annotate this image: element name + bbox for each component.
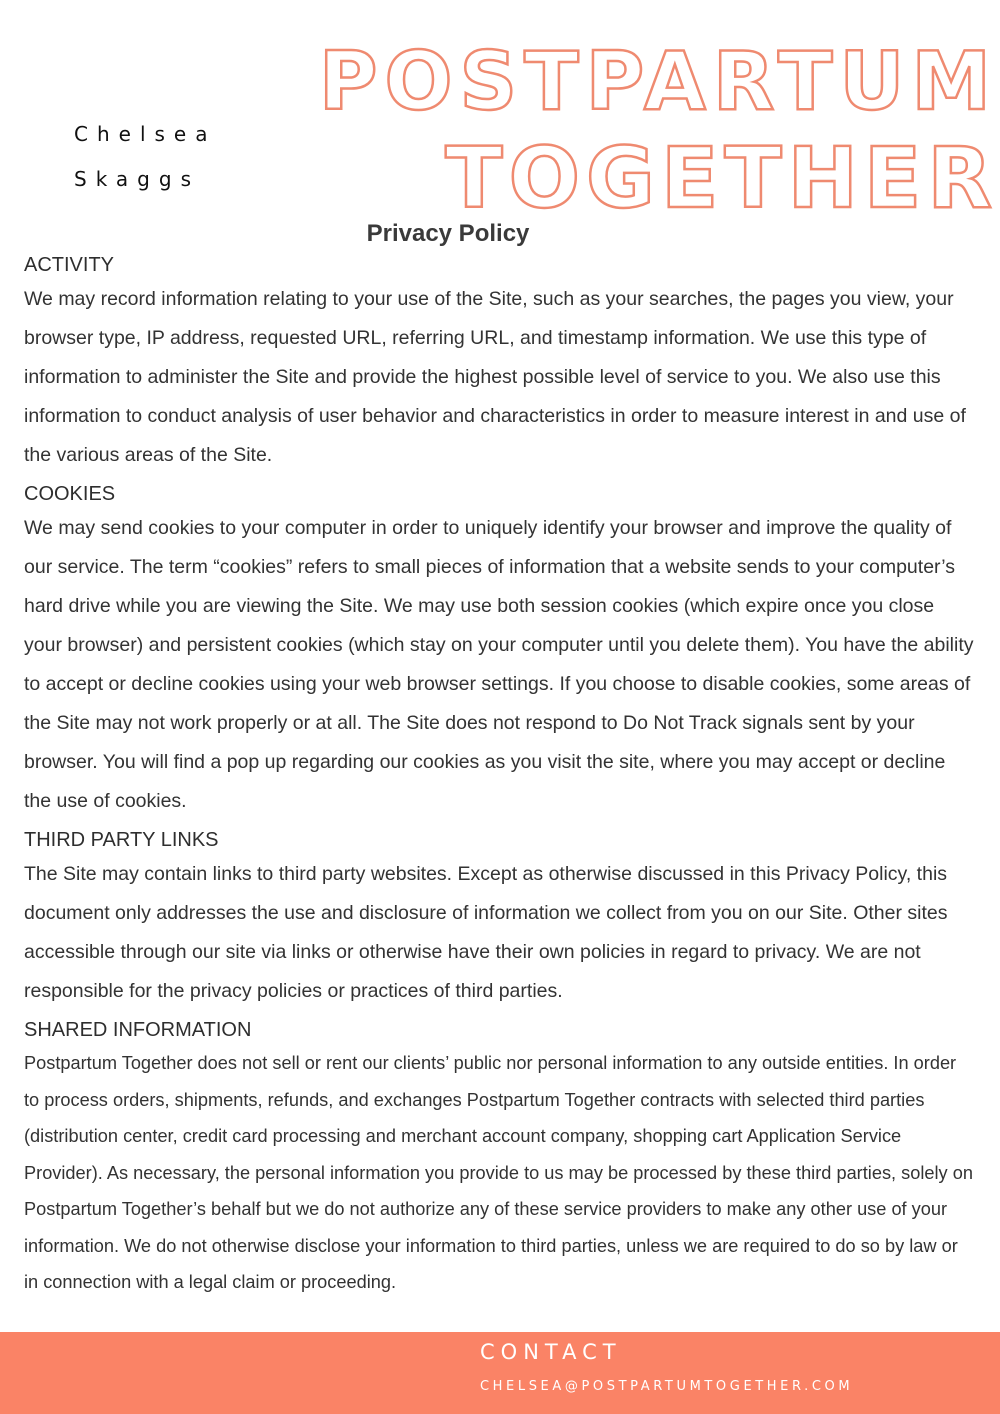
section-heading: COOKIES <box>24 483 116 505</box>
author-first-name: Chelsea <box>74 122 217 146</box>
section-heading: THIRD PARTY LINKS <box>24 829 219 851</box>
author-last-name: Skaggs <box>74 167 200 191</box>
section-body: The Site may contain links to third party websites. Except as otherwise discussed in this Privacy Policy, this document only addresses the use and disclosure of information we collect from you on our Site. Other sites accessible through our site via links or otherwise have their own policies in regard to privacy. We are not responsible for the privacy policies or practices of third parties. <box>24 863 948 1002</box>
brand-title-line-2: TOGETHER <box>445 129 998 227</box>
section-activity <box>24 250 976 475</box>
page-title: Privacy Policy <box>366 220 530 247</box>
section-body: Postpartum Together does not sell or rent our clients’ public nor personal information to any outside entities. In order to process orders, shipments, refunds, and exchanges Postpartum Together contracts with selected third parties (distribution center, credit card processing and merchant account company, shopping cart Application Service Provider). As necessary, the personal information you provide to us may be processed by these third parties, solely on Postpartum Together’s behalf but we do not authorize any of these service providers to make any other use of your information. We do not otherwise disclose your information to third parties, unless we are required to do so by law or in connection with a legal claim or proceeding. <box>24 1053 973 1292</box>
contact-footer <box>0 1332 1000 1414</box>
policy-content <box>24 250 976 1305</box>
section-heading: SHARED INFORMATION <box>24 1019 252 1041</box>
contact-email-link[interactable]: CHELSEA@POSTPARTUMTOGETHER.COM <box>480 1379 854 1394</box>
section-third-party-links <box>24 825 976 1011</box>
section-heading: ACTIVITY <box>24 254 115 276</box>
section-body: We may record information relating to your use of the Site, such as your searches, the pages you view, your browser type, IP address, requested URL, referring URL, and timestamp information. We use this type of information to administer the Site and provide the highest possible level of service to you. We also use this information to conduct analysis of user behavior and characteristics in order to measure interest in and use of the various areas of the Site. <box>24 288 966 466</box>
section-shared-information <box>24 1015 976 1301</box>
contact-label: CONTACT <box>480 1340 622 1364</box>
brand-title-line-1: POSTPARTUM <box>318 35 998 128</box>
section-body: We may send cookies to your computer in order to uniquely identify your browser and improve the quality of our service. The term “cookies” refers to small pieces of information that a website sends to your computer’s hard drive while you are viewing the Site. We may use both session cookies (which expire once you close your browser) and persistent cookies (which stay on your computer until you delete them). You have the ability to accept or decline cookies using your web browser settings. If you choose to disable cookies, some areas of the Site may not work properly or at all. The Site does not respond to Do Not Track signals sent by your browser. You will find a pop up regarding our cookies as you visit the site, where you may accept or decline the use of cookies. <box>24 517 974 812</box>
section-cookies <box>24 479 976 821</box>
